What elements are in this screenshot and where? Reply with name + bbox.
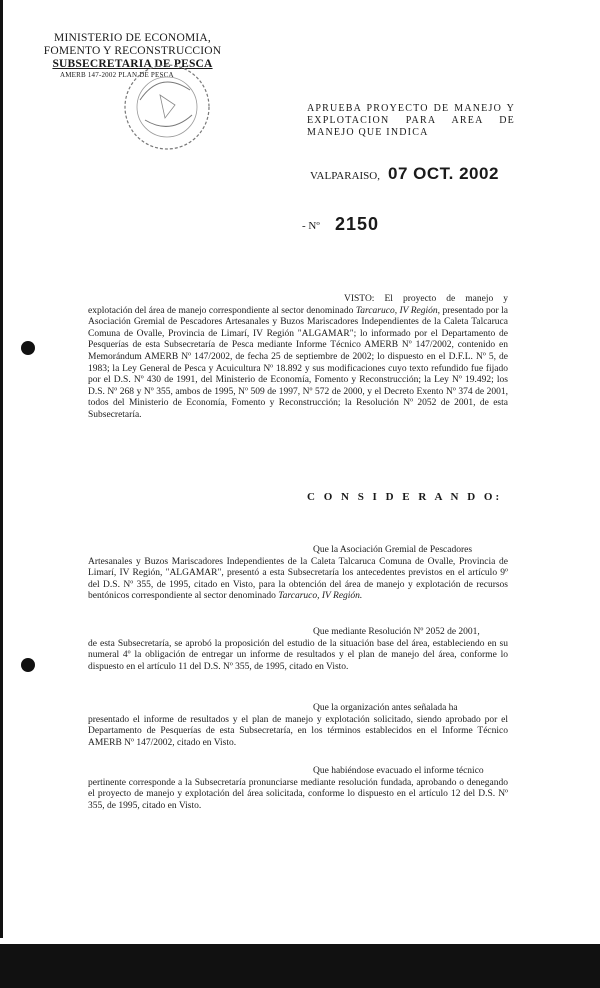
visto-body: , presentado por la Asociación Gremial de Pescadores Artesanales y Buzos Mariscadores Independientes de la Caleta Talcaruca Comuna de Ovalle, Provincia de Limarí, IV Región "ALGAMAR"; lo informado por el Departamento de Pesquerías de esta Subsecretaría de Pesca mediante Informe Técnico AMERB Nº 147/2002, contenido en Memorándum AMERB Nº 147/2002, de fecha 25 de septiembre de 2002; lo dispuesto en el D.F.L. Nº 5, de 1983; la Ley General de Pesca y Acuicultura Nº 18.892 y sus modificaciones cuyo texto refundido fue fijado por el D.S. Nº 430 de 1991, del Ministerio de Economía, Fomento y Reconstrucción; la Ley Nº 19.492; los D.S. Nº 268 y Nº 355, ambos de 1995, Nº 509 de 1997, Nº 572 de 2000, y el Decreto Exento Nº 374 de 2001, todos del Ministerio de Economía, Fomento y Reconstrucción; la Resolución Nº 2052 de 2001, de esta Subsecretaría. (88, 305, 509, 420)
considerando-1-body: Artesanales y Buzos Mariscadores Independientes de la Caleta Talcaruca Comuna de Ovalle, Provincia de Limarí, IV Región, "ALGAMAR", presentó a esta Subsecretaría los antecedentes previstos en el artículo 9º del D.S. Nº 355, de 1995, citado en Visto, para la obtención del área de manejo y explotación de recursos bentónicos correspondiente al sector denominado (88, 556, 508, 602)
punch-hole-mark (21, 341, 35, 355)
considerando-4-lead: Que habiéndose evacuado el informe técnico (313, 766, 484, 776)
considerando-1 (88, 545, 508, 603)
considerando-3-lead: Que la organización antes señalada ha (313, 703, 458, 713)
number-prefix: - Nº (302, 220, 320, 232)
resolution-subject: APRUEBA PROYECTO DE MANEJO Y EXPLOTACION PARA AREA DE MANEJO QUE INDICA (307, 103, 515, 138)
considerando-heading: C O N S I D E R A N D O: (307, 491, 503, 503)
visto-paragraph (88, 294, 508, 422)
considerando-2 (88, 627, 508, 673)
considerando-2-lead: Que mediante Resolución Nº 2052 de 2001, (313, 627, 480, 637)
undersecretariat-name: SUBSECRETARIA DE PESCA (52, 58, 213, 70)
ministry-name-cont: FOMENTO Y RECONSTRUCCION (43, 45, 222, 57)
considerando-3-body: presentado el informe de resultados y el plan de manejo y explotación solicitado, siendo aprobado por el Departamento de Pesquerías de esta Subsecretaría, en los términos establecidos en el Informe Técnico AMERB Nº 147/2002, citado en Visto. (88, 714, 508, 748)
reference-code: AMERB 147-2002 PLAN DE PESCA (60, 71, 174, 79)
considerando-1-lead: Que la Asociación Gremial de Pescadores (313, 545, 473, 555)
scan-border-left (0, 0, 3, 988)
place-label: VALPARAISO, (310, 170, 380, 182)
considerando-4 (88, 766, 508, 812)
considerando-3 (88, 703, 508, 749)
visto-sector: Tarcaruco, IV Región (355, 305, 438, 316)
date-stamp: 07 OCT. 2002 (388, 164, 499, 183)
visto-lead: VISTO: El proyecto de manejo y explotación del área de manejo correspondiente al sector denominado (88, 294, 508, 316)
scan-border-bottom (0, 938, 600, 988)
resolution-number: 2150 (335, 214, 380, 234)
punch-hole-mark (21, 658, 35, 672)
considerando-2-body: de esta Subsecretaría, se aprobó la proposición del estudio de la situación base del área, estableciendo en su numeral 4º la obligación de entregar un informe de resultados y el plan de manejo del área, conforme lo dispuesto en el artículo 11 del D.S. Nº 355, de 1995, citado en Visto. (88, 638, 508, 672)
official-seal-stamp (120, 60, 215, 155)
ministry-name: MINISTERIO DE ECONOMIA, (54, 32, 211, 44)
considerando-4-body: pertinente corresponde a la Subsecretaría pronunciarse mediante resolución fundada, aprobando o denegando el proyecto de manejo y explotación del área solicitada, conforme lo dispuesto en el artículo 12 del D.S. Nº 355, de 1995, citado en Visto. (88, 777, 508, 811)
considerando-1-sector: Tarcaruco, IV Región. (278, 591, 363, 602)
